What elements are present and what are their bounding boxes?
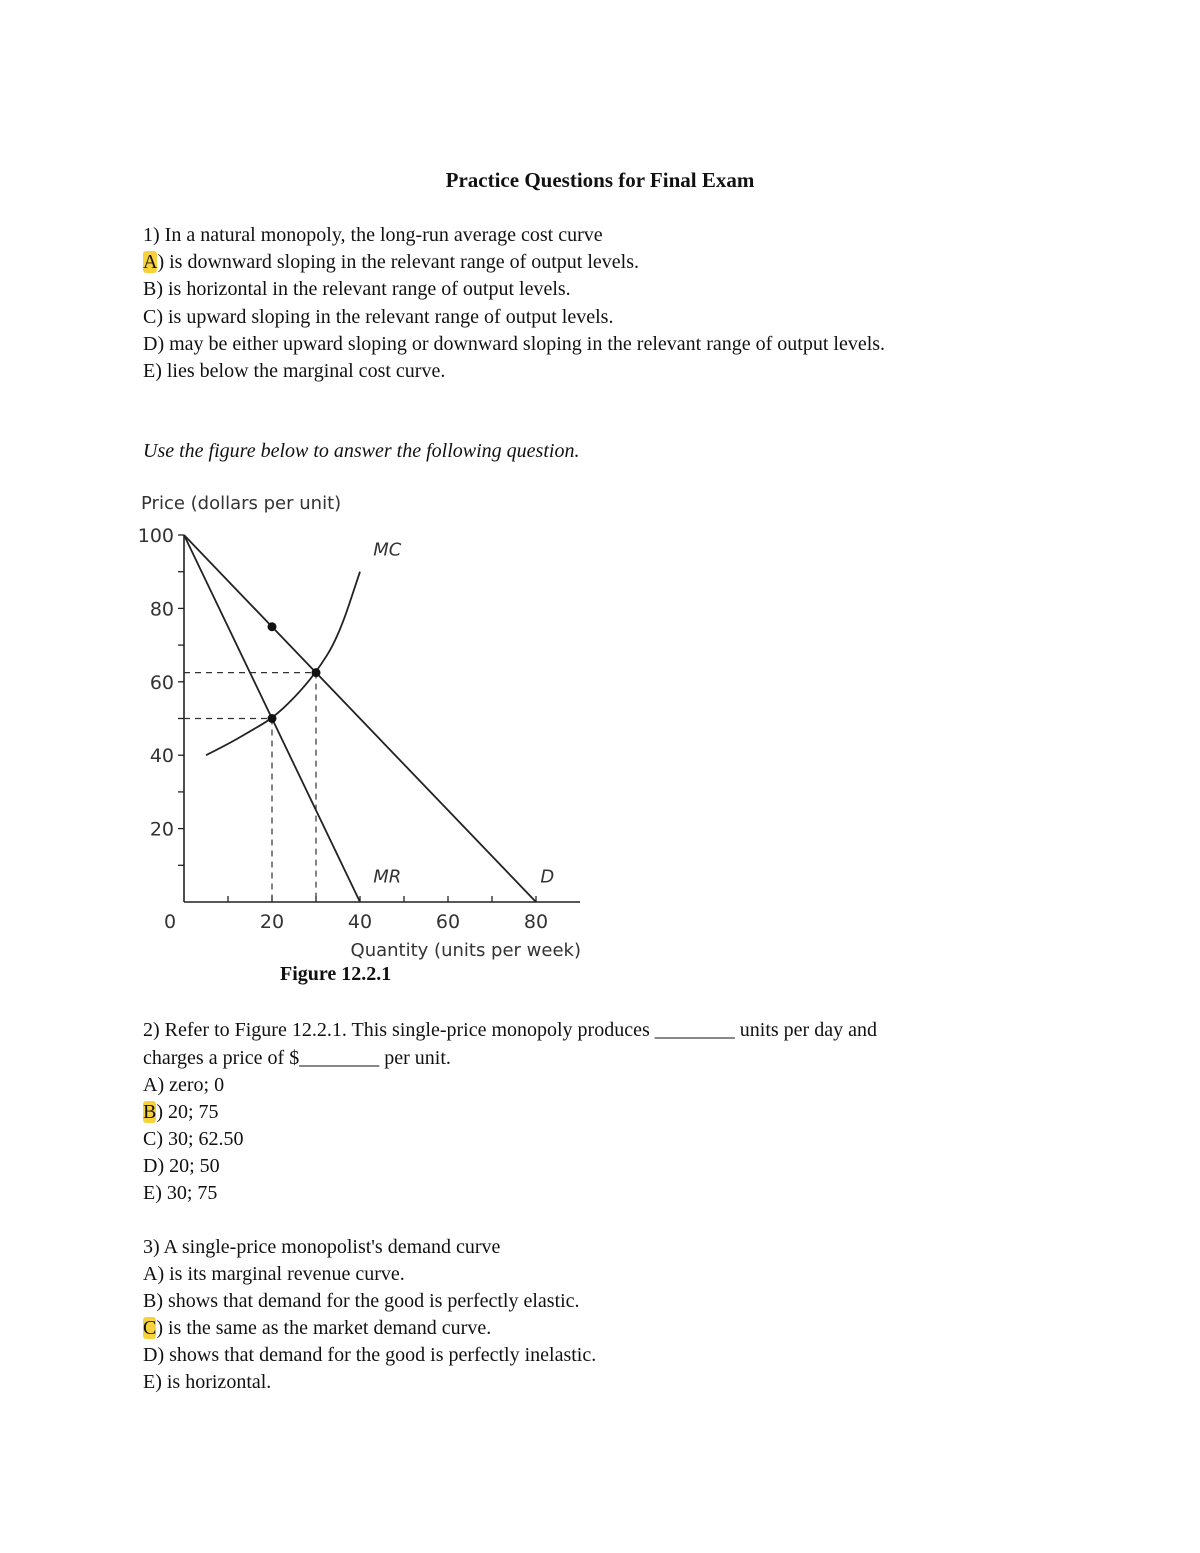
option-letter: D [143,333,158,355]
option-letter: E [143,1182,156,1204]
y-tick-label: 80 [149,598,174,621]
q2-option-e [143,1180,217,1206]
x-tick-label: 20 [259,911,285,933]
d-curve [184,535,536,902]
mr-label: MR [373,866,402,888]
y-tick-label: 40 [149,745,174,768]
data-point [268,622,277,631]
q3-option-a [143,1261,405,1287]
x-tick-label: 60 [435,911,461,933]
option-text: ) is upward sloping in the relevant range of output levels. [156,306,614,328]
q2-option-a [143,1072,224,1098]
option-text: ) 30; 75 [155,1182,218,1204]
question-2-stem-line1: 2) Refer to Figure 12.2.1. This single-price monopoly produces ________ units per day and [143,1019,877,1041]
data-point [268,714,277,723]
q3-option-b [143,1288,580,1314]
option-letter: E [143,1371,156,1393]
option-letter: E [143,360,156,382]
option-letter: C [143,306,157,328]
question-3-stem: 3) A single-price monopolist's demand curve [143,1236,501,1258]
mc-label: MC [373,539,402,561]
answer-highlight: A [143,251,158,273]
option-text: ) shows that demand for the good is perfectly inelastic. [157,1344,597,1366]
option-text: ) may be either upward sloping or downward sloping in the relevant range of output levels. [157,333,886,355]
y-tick-label: 20 [149,818,174,841]
option-text: ) lies below the marginal cost curve. [155,360,446,382]
x-tick-label: 80 [523,911,549,933]
page-title: Practice Questions for Final Exam [445,168,755,192]
option-text: ) is downward sloping in the relevant range of output levels. [157,251,640,273]
option-text: ) is its marginal revenue curve. [157,1263,405,1285]
q2-option-c [143,1126,244,1152]
x-axis-title: Quantity (units per week) [350,940,581,961]
option-text: ) 20; 75 [156,1101,219,1123]
option-text: ) shows that demand for the good is perfectly elastic. [156,1290,580,1312]
d-label: D [540,866,555,888]
option-text: ) is horizontal. [155,1371,272,1393]
question-1-stem: 1) In a natural monopoly, the long-run average cost curve [143,224,603,246]
option-text: ) 20; 50 [157,1155,220,1177]
answer-highlight: B [143,1101,157,1123]
figure-instruction: Use the figure below to answer the following question. [143,440,580,462]
q3-option-c [143,1315,491,1341]
q3-option-d [143,1342,596,1368]
option-letter: C [143,1128,157,1150]
question-2-stem-line2: charges a price of $________ per unit. [143,1047,451,1069]
option-letter: D [143,1344,158,1366]
q2-option-b [143,1099,219,1125]
option-text: ) is the same as the market demand curve. [156,1317,492,1339]
option-letter: B [143,278,157,300]
option-text: ) is horizontal in the relevant range of output levels. [156,278,571,300]
option-letter: A [143,1074,158,1096]
y-axis-title: Price (dollars per unit) [141,493,342,514]
q2-option-d [143,1153,220,1179]
figure-caption: Figure 12.2.1 [280,963,392,985]
option-letter: D [143,1155,158,1177]
mc-curve [206,572,360,756]
y-tick-label: 60 [149,671,174,694]
q3-option-e [143,1369,271,1395]
x-tick-label: 0 [163,911,177,933]
y-tick-label: 100 [137,525,174,547]
option-letter: B [143,1290,157,1312]
answer-highlight: C [143,1317,157,1339]
option-letter: A [143,1263,158,1285]
option-text: ) zero; 0 [157,1074,225,1096]
x-tick-label: 40 [347,911,373,933]
data-point [312,668,321,677]
option-text: ) 30; 62.50 [156,1128,244,1150]
